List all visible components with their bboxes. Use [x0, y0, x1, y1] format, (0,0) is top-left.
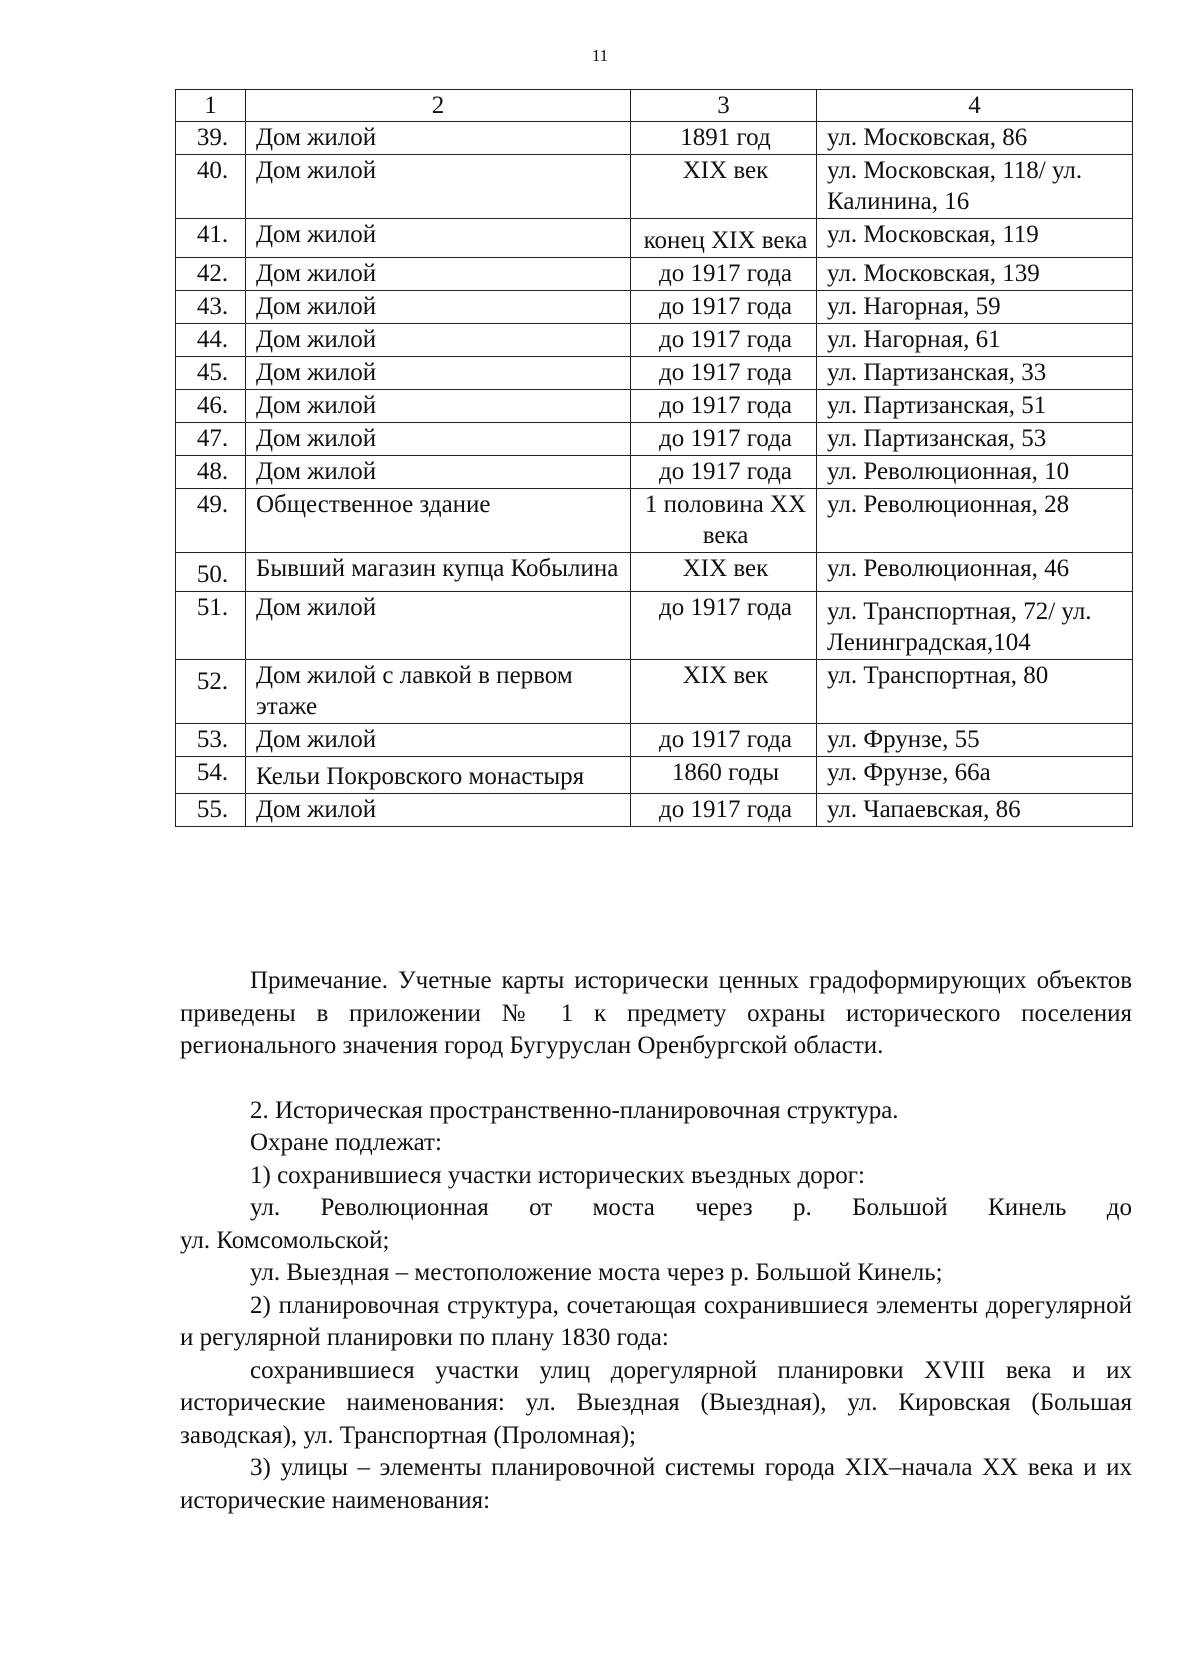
table-row [176, 757, 1133, 794]
object-address: ул. Партизанская, 33 [817, 357, 1133, 390]
column-header: 1 [176, 90, 246, 122]
object-date: до 1917 года [631, 357, 817, 390]
table-header-row [176, 90, 1133, 122]
row-number: 42. [176, 258, 246, 291]
object-name: Дом жилой [246, 258, 631, 291]
table-row [176, 794, 1133, 827]
row-number: 48. [176, 456, 246, 489]
list-subitem-revolutsionnaya: ул. Революционная от моста через р. Большой Кинель до [250, 1194, 1132, 1221]
note-paragraph: Примечание. Учетные карты исторически ценных градоформирующих объектов приведены в приложении № 1 к предмету охраны исторического поселения регионального значения город Бугуруслан Оренбургской области. [180, 967, 1132, 1059]
object-name: Дом жилой с лавкой в первом этаже [246, 660, 631, 724]
object-date: 1860 годы [631, 757, 817, 794]
object-date: до 1917 года [631, 423, 817, 456]
row-number: 44. [176, 324, 246, 357]
object-date: до 1917 года [631, 291, 817, 324]
object-address: ул. Фрунзе, 66а [817, 757, 1133, 794]
object-name: Бывший магазин купца Кобылина [246, 553, 631, 592]
row-number: 50. [176, 553, 246, 592]
list-subitem-vyezdnaya: ул. Выездная – местоположение моста через р. Большой Кинель; [250, 1259, 943, 1286]
object-address: ул. Московская, 119 [817, 219, 1133, 258]
object-address: ул. Революционная, 46 [817, 553, 1133, 592]
object-date: до 1917 года [631, 724, 817, 757]
object-name: Дом жилой [246, 456, 631, 489]
table-row [176, 553, 1133, 592]
row-number: 41. [176, 219, 246, 258]
table-row [176, 155, 1133, 219]
row-number: 39. [176, 122, 246, 155]
object-date: конец XIX века [631, 219, 817, 258]
table-row [176, 724, 1133, 757]
section-heading: 2. Историческая пространственно-планировочная структура. [250, 1096, 899, 1124]
object-address: ул. Партизанская, 51 [817, 390, 1133, 423]
object-date: XIX век [631, 155, 817, 219]
table-row [176, 660, 1133, 724]
column-header: 4 [817, 90, 1133, 122]
object-address: ул. Нагорная, 59 [817, 291, 1133, 324]
object-name: Дом жилой [246, 155, 631, 219]
table-row [176, 219, 1133, 258]
object-address: ул. Московская, 86 [817, 122, 1133, 155]
section-intro: Охране подлежат: [250, 1129, 442, 1156]
object-name: Дом жилой [246, 219, 631, 258]
row-number: 45. [176, 357, 246, 390]
object-name: Дом жилой [246, 291, 631, 324]
object-name: Дом жилой [246, 724, 631, 757]
object-name: Дом жилой [246, 794, 631, 827]
object-date: до 1917 года [631, 324, 817, 357]
object-date: до 1917 года [631, 794, 817, 827]
list-item-entry-roads: 1) сохранившиеся участки исторических въездных дорог: [250, 1161, 865, 1189]
object-name: Кельи Покровского монастыря [246, 757, 631, 794]
list-item-streets: 3) улицы – элементы планировочной системы города XIX–начала XX века и их исторические наименования: [180, 1454, 1132, 1514]
table-row [176, 122, 1133, 155]
list-subitem-preregular-streets: сохранившиеся участки улиц дорегулярной планировки XVIII века и их исторические наименования: ул. Выездная (Выездная), ул. Кировская (Большая заводская), ул. Транспортная (Проломная); [180, 1356, 1132, 1449]
object-address: ул. Нагорная, 61 [817, 324, 1133, 357]
heritage-objects-table [175, 89, 1133, 827]
table-row [176, 456, 1133, 489]
object-date: до 1917 года [631, 456, 817, 489]
row-number: 51. [176, 592, 246, 660]
object-name: Дом жилой [246, 423, 631, 456]
object-date: XIX век [631, 553, 817, 592]
row-number: 43. [176, 291, 246, 324]
object-address: ул. Московская, 118/ ул. Калинина, 16 [817, 155, 1133, 219]
table-row [176, 592, 1133, 660]
object-address: ул. Чапаевская, 86 [817, 794, 1133, 827]
table-row [176, 357, 1133, 390]
body-text [180, 965, 1132, 1517]
object-address: ул. Революционная, 10 [817, 456, 1133, 489]
object-name: Общественное здание [246, 489, 631, 553]
table-row [176, 390, 1133, 423]
row-number: 53. [176, 724, 246, 757]
object-date: 1 половина XX века [631, 489, 817, 553]
object-name: Дом жилой [246, 592, 631, 660]
list-subitem-revolutsionnaya-continued: ул. Комсомольской; [180, 1226, 390, 1254]
row-number: 52. [176, 660, 246, 724]
object-address: ул. Фрунзе, 55 [817, 724, 1133, 757]
object-date: XIX век [631, 660, 817, 724]
object-date: 1891 год [631, 122, 817, 155]
object-address: ул. Транспортная, 80 [817, 660, 1133, 724]
object-name: Дом жилой [246, 357, 631, 390]
row-number: 49. [176, 489, 246, 553]
table-row [176, 423, 1133, 456]
object-address: ул. Революционная, 28 [817, 489, 1133, 553]
object-address: ул. Транспортная, 72/ ул. Ленинградская,104 [817, 592, 1133, 660]
list-item-planning-structure: 2) планировочная структура, сочетающая сохранившиеся элементы дорегулярной и регулярной планировки по плану 1830 года: [180, 1291, 1132, 1351]
table-row [176, 489, 1133, 553]
object-name: Дом жилой [246, 122, 631, 155]
column-header: 3 [631, 90, 817, 122]
row-number: 46. [176, 390, 246, 423]
object-address: ул. Партизанская, 53 [817, 423, 1133, 456]
table-row [176, 291, 1133, 324]
row-number: 54. [176, 757, 246, 794]
column-header: 2 [246, 90, 631, 122]
object-name: Дом жилой [246, 390, 631, 423]
object-address: ул. Московская, 139 [817, 258, 1133, 291]
object-name: Дом жилой [246, 324, 631, 357]
row-number: 40. [176, 155, 246, 219]
row-number: 55. [176, 794, 246, 827]
table-row [176, 258, 1133, 291]
row-number: 47. [176, 423, 246, 456]
page-number: 11 [591, 46, 609, 65]
object-date: до 1917 года [631, 592, 817, 660]
table-row [176, 324, 1133, 357]
object-date: до 1917 года [631, 390, 817, 423]
object-date: до 1917 года [631, 258, 817, 291]
